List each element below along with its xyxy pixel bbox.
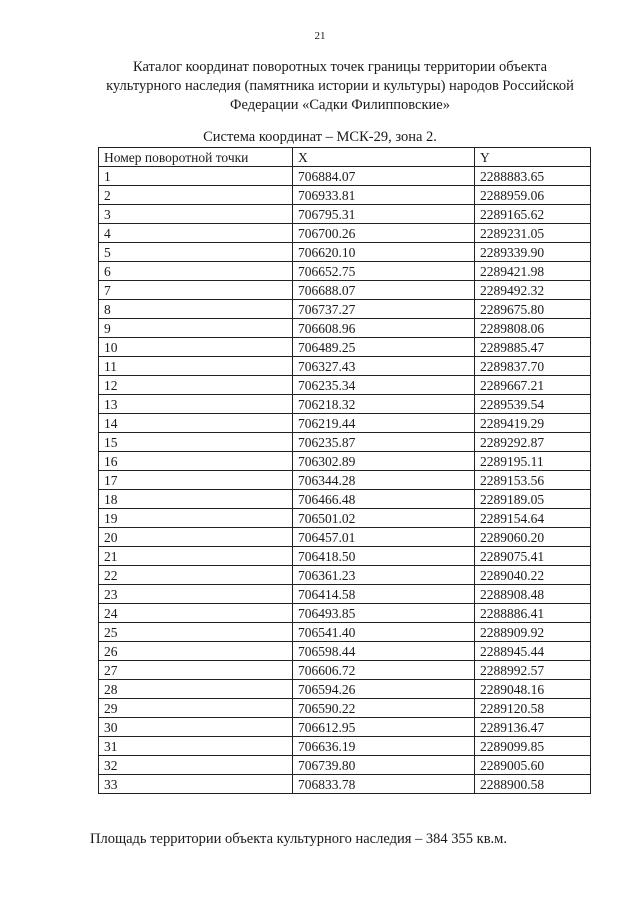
cell-y: 2289060.20	[475, 528, 591, 547]
table-row	[99, 699, 591, 718]
table-row	[99, 376, 591, 395]
cell-point-number: 25	[99, 623, 293, 642]
table-row	[99, 433, 591, 452]
coordinate-system-caption: Система координат – МСК-29, зона 2.	[203, 129, 437, 145]
cell-y: 2288900.58	[475, 775, 591, 794]
cell-y: 2288959.06	[475, 186, 591, 205]
cell-x: 706489.25	[293, 338, 475, 357]
area-statement: Площадь территории объекта культурного наследия – 384 355 кв.м.	[90, 831, 507, 847]
cell-y: 2289339.90	[475, 243, 591, 262]
cell-point-number: 7	[99, 281, 293, 300]
cell-point-number: 6	[99, 262, 293, 281]
cell-x: 706361.23	[293, 566, 475, 585]
cell-point-number: 24	[99, 604, 293, 623]
cell-x: 706739.80	[293, 756, 475, 775]
cell-x: 706598.44	[293, 642, 475, 661]
cell-x: 706612.95	[293, 718, 475, 737]
cell-x: 706737.27	[293, 300, 475, 319]
cell-x: 706833.78	[293, 775, 475, 794]
table-row	[99, 756, 591, 775]
cell-x: 706501.02	[293, 509, 475, 528]
cell-y: 2289675.80	[475, 300, 591, 319]
cell-point-number: 30	[99, 718, 293, 737]
table-row	[99, 737, 591, 756]
cell-x: 706219.44	[293, 414, 475, 433]
cell-y: 2288886.41	[475, 604, 591, 623]
cell-x: 706594.26	[293, 680, 475, 699]
table-row	[99, 775, 591, 794]
cell-y: 2289492.32	[475, 281, 591, 300]
cell-point-number: 5	[99, 243, 293, 262]
cell-point-number: 15	[99, 433, 293, 452]
table-row	[99, 661, 591, 680]
cell-x: 706652.75	[293, 262, 475, 281]
coordinates-table	[98, 147, 591, 794]
cell-point-number: 31	[99, 737, 293, 756]
table-row	[99, 167, 591, 186]
table-header-row	[99, 148, 591, 167]
table-row	[99, 680, 591, 699]
cell-y: 2288945.44	[475, 642, 591, 661]
cell-point-number: 19	[99, 509, 293, 528]
cell-x: 706302.89	[293, 452, 475, 471]
table-row	[99, 642, 591, 661]
cell-point-number: 17	[99, 471, 293, 490]
cell-y: 2288908.48	[475, 585, 591, 604]
cell-y: 2289837.70	[475, 357, 591, 376]
cell-x: 706235.87	[293, 433, 475, 452]
cell-x: 706636.19	[293, 737, 475, 756]
cell-point-number: 23	[99, 585, 293, 604]
cell-point-number: 28	[99, 680, 293, 699]
table-row	[99, 224, 591, 243]
cell-y: 2288883.65	[475, 167, 591, 186]
cell-point-number: 4	[99, 224, 293, 243]
cell-point-number: 27	[99, 661, 293, 680]
cell-x: 706606.72	[293, 661, 475, 680]
table-row	[99, 490, 591, 509]
cell-point-number: 18	[99, 490, 293, 509]
cell-point-number: 1	[99, 167, 293, 186]
cell-x: 706235.34	[293, 376, 475, 395]
cell-x: 706414.58	[293, 585, 475, 604]
cell-y: 2289048.16	[475, 680, 591, 699]
cell-point-number: 16	[99, 452, 293, 471]
table-row	[99, 585, 591, 604]
cell-point-number: 26	[99, 642, 293, 661]
title-line-1: Каталог координат поворотных точек границы территории объекта	[132, 59, 547, 75]
table-row	[99, 243, 591, 262]
cell-y: 2289136.47	[475, 718, 591, 737]
cell-x: 706688.07	[293, 281, 475, 300]
table-row	[99, 357, 591, 376]
cell-point-number: 10	[99, 338, 293, 357]
cell-y: 2288992.57	[475, 661, 591, 680]
cell-point-number: 32	[99, 756, 293, 775]
title-line-3: Федерации «Садки Филипповские»	[230, 97, 450, 113]
cell-x: 706608.96	[293, 319, 475, 338]
table-row	[99, 528, 591, 547]
cell-point-number: 33	[99, 775, 293, 794]
cell-y: 2288909.92	[475, 623, 591, 642]
table-row	[99, 300, 591, 319]
cell-point-number: 9	[99, 319, 293, 338]
cell-point-number: 22	[99, 566, 293, 585]
cell-point-number: 11	[99, 357, 293, 376]
cell-y: 2289419.29	[475, 414, 591, 433]
table-body	[99, 167, 591, 794]
table-row	[99, 452, 591, 471]
cell-x: 706466.48	[293, 490, 475, 509]
cell-y: 2289165.62	[475, 205, 591, 224]
table-row	[99, 623, 591, 642]
cell-x: 706795.31	[293, 205, 475, 224]
cell-y: 2289099.85	[475, 737, 591, 756]
table-row	[99, 604, 591, 623]
cell-point-number: 20	[99, 528, 293, 547]
cell-y: 2289808.06	[475, 319, 591, 338]
cell-x: 706620.10	[293, 243, 475, 262]
cell-y: 2289195.11	[475, 452, 591, 471]
cell-point-number: 12	[99, 376, 293, 395]
cell-y: 2289539.54	[475, 395, 591, 414]
cell-point-number: 21	[99, 547, 293, 566]
cell-point-number: 13	[99, 395, 293, 414]
cell-x: 706218.32	[293, 395, 475, 414]
cell-y: 2289075.41	[475, 547, 591, 566]
table-row	[99, 471, 591, 490]
cell-x: 706933.81	[293, 186, 475, 205]
page-number: 21	[314, 30, 326, 42]
table-row	[99, 509, 591, 528]
cell-y: 2289005.60	[475, 756, 591, 775]
cell-y: 2289292.87	[475, 433, 591, 452]
title-line-2: культурного наследия (памятника истории и культуры) народов Российской	[106, 78, 574, 94]
cell-x: 706884.07	[293, 167, 475, 186]
header-x: X	[293, 148, 475, 167]
cell-y: 2289885.47	[475, 338, 591, 357]
table-row	[99, 319, 591, 338]
table-row	[99, 718, 591, 737]
cell-x: 706493.85	[293, 604, 475, 623]
table-row	[99, 566, 591, 585]
cell-point-number: 3	[99, 205, 293, 224]
table-row	[99, 395, 591, 414]
cell-x: 706418.50	[293, 547, 475, 566]
cell-y: 2289120.58	[475, 699, 591, 718]
cell-x: 706327.43	[293, 357, 475, 376]
table-row	[99, 281, 591, 300]
table-row	[99, 205, 591, 224]
cell-point-number: 8	[99, 300, 293, 319]
cell-point-number: 29	[99, 699, 293, 718]
cell-point-number: 2	[99, 186, 293, 205]
cell-y: 2289667.21	[475, 376, 591, 395]
table-row	[99, 262, 591, 281]
cell-x: 706700.26	[293, 224, 475, 243]
cell-point-number: 14	[99, 414, 293, 433]
cell-y: 2289040.22	[475, 566, 591, 585]
table-row	[99, 414, 591, 433]
table-row	[99, 338, 591, 357]
header-y: Y	[475, 148, 591, 167]
cell-y: 2289154.64	[475, 509, 591, 528]
cell-y: 2289189.05	[475, 490, 591, 509]
table-row	[99, 186, 591, 205]
table-row	[99, 547, 591, 566]
cell-x: 706590.22	[293, 699, 475, 718]
cell-y: 2289153.56	[475, 471, 591, 490]
cell-y: 2289421.98	[475, 262, 591, 281]
header-point-number: Номер поворотной точки	[99, 148, 293, 167]
cell-y: 2289231.05	[475, 224, 591, 243]
document-title	[90, 58, 590, 115]
cell-x: 706457.01	[293, 528, 475, 547]
cell-x: 706541.40	[293, 623, 475, 642]
cell-x: 706344.28	[293, 471, 475, 490]
